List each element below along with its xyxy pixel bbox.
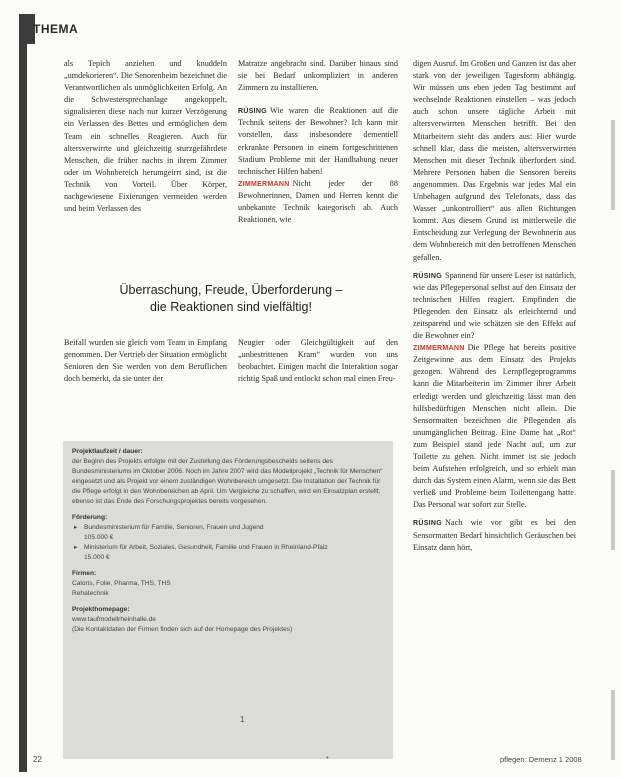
question-text: Wie waren die Reaktionen auf die Technik seitens der Bewohner? Ich kann mir vorstellen, dass insbesondere dementiell erkrankte Personen in einem fortgeschrittenen Stadium Probleme mit der Handhabung neuer technischer Hilfen haben! (238, 106, 398, 176)
box-label: Förderung: (72, 514, 108, 521)
section-sidebar-bar (19, 14, 27, 772)
speaker-label: RÜSING (413, 272, 443, 280)
column-3 (413, 58, 576, 554)
magazine-title: pflegen: Demenz 1 2008 (500, 755, 582, 764)
box-text: Rehatechnik (72, 590, 109, 597)
box-text: Caloris, Folie, Pharma, THS, THS (72, 580, 171, 587)
box-text: der Beginn des Projekts erfolgte mit der Zustellung des Förderungsbescheids seitens des Bundesministeriums im Oktober 2006. Noch im Jahre 2007 wird das Modellprojekt „Technik für Menschen“ eingesetzt und als Projekt vor einem zuständigen Wohnbereich umgesetzt. Die Installation der Technik für die Pflege erfolgt in den Wohnbereichen ab April. Um Vergleiche zu schaffen, wird ein Einsatzplan erstellt; ebenso ist das Ende des Forschungsprojektes bereits vorgesehen. (72, 458, 383, 505)
funding-item: ▸ Ministerium für Arbeit, Soziales, Gesundheit, Familie und Frauen in Rheinland-Pfalz (72, 543, 384, 553)
speaker-label: RÜSING (238, 108, 268, 116)
project-info-box (63, 441, 393, 759)
funding-amount: 15.000 € (84, 554, 110, 561)
question-text: Nach wie vor gibt es bei den Sensormatten Bedarf hinsichtlich Geräuschen bei Einsatz dann hört, (413, 518, 576, 552)
speaker-label: ZIMMERMANN (413, 345, 465, 353)
answer-text: Nicht jeder der 88 Bewohnerinnen, Damen und Herren kennt die unbekannte Technik kategorisch ab. Auch Reaktionen, wie (238, 178, 398, 225)
column-2-top (238, 58, 398, 226)
headline-line: die Reaktionen sind vielfältig! (150, 300, 312, 314)
body-text: digen Ausruf. Im Großen und Ganzen ist das aber stark von der jeweiligen Tagesform abhängig. Wir müssen uns eben jeden Tag bestimmt auf wechselnde Reaktionen einstellen – was jedoch auch schon unsere tägliche Arbeit mit altersverwirrten Menschen betrifft. Bei den Mitarbeitern sieht das anders aus: Hier wurde schnell klar, dass die meisten, altersverwirrten Menschen mit dieser Technik überfordert sind. Mehrere Personen haben die Sensoren bereits angenommen. Das Ergebnis war jedes Mal ein Unbehagen aufgrund des Telefonats, dass das Wasser „unkontrolliert“ aus allen Richtungen kommt. Aus diesem Grund ist mittlerweile die Entscheidung zur Verlegung der Bewohnerin aus dem Wohnbereich mit den betroffenen Menschen gefallen. (413, 59, 576, 262)
edge-mark (611, 690, 615, 760)
headline-line: Überraschung, Freude, Überforderung – (119, 283, 343, 297)
column-1-bottom (64, 337, 227, 385)
homepage-link: www.taufmodellrheinhalle.de (72, 616, 156, 623)
box-label: Projekthomepage: (72, 606, 130, 613)
footer-dot: • (326, 753, 329, 762)
speaker-label: ZIMMERMANN (238, 180, 290, 188)
column-2-bottom (238, 337, 398, 385)
box-page-mark: 1 (240, 715, 245, 724)
answer-text: Die Pflege hat bereits positive Zeitgewinne aus dem Einsatz des Projekts gezogen. Während des Lernpflegeprogramms kann die Mitarbeiterin im Zimmer ihrer Arbeit erledigt werden und gleichzeitig lässt man den hilfsbedürftigen Menschen nicht allein. Die Sensormatten bezeichnen die Pflegenden als unumgänglichen Beitrag. Eine Dame hat „Rot“ zum Beispiel stand jede Nacht auf, um zur Toilette zu gehen. Nicht immer ist sie jedoch beim Aufstehen erfolgreich, und so erhielt man durch das System einen Alarm, wenn sie das Bett verließ und Probleme beim Toilettengang hatte. Das Personal war sofort zur Stelle. (413, 343, 576, 510)
box-label: Firmen: (72, 570, 97, 577)
body-text: Matratze angebracht sind. Darüber hinaus sind sie bei Bedarf unkompliziert in anderen Zimmern zu installieren. (238, 59, 398, 93)
edge-mark (611, 470, 615, 550)
page-number: 22 (33, 755, 42, 764)
article-headline (60, 282, 402, 316)
box-label: Projektlaufzeit / dauer: (72, 448, 143, 455)
funding-amount: 105.000 € (84, 534, 114, 541)
funding-item: ▸ Bundesministerium für Familie, Senioren, Frauen und Jugend (72, 523, 384, 533)
body-text: Beifall wurden sie gleich vom Team in Empfang genommen. Der Vertrieb der Situation ermöglicht Senioren den Sie werden von dem Beruflichen doch bemerkt, da sie unter der (64, 338, 227, 384)
section-label: THEMA (33, 22, 79, 36)
speaker-label: RÜSING (413, 520, 443, 528)
question-text: Spannend für unsere Leser ist natürlich, wie das Pflegepersonal selbst auf den Einsatz der technischen Hilfen reagiert. Empfinden die Pflegenden den Einsatz als erleichternd und zeitsparend und wie schätzen sie den Effekt auf die Bewohner ein? (413, 270, 576, 341)
column-1-top (64, 58, 227, 215)
box-text: (Die Kontaktdaten der Firmen finden sich auf der Homepage des Projektes) (72, 626, 293, 633)
edge-mark (611, 120, 615, 210)
body-text: Neugier oder Gleichgültigkeit auf den „unbestrittenen Kram“ wurden von uns beobachtet. Einigen macht die Interaktion sogar richtig Spaß und entlockt schon mal einen Freu- (238, 338, 398, 384)
body-text: als Tepich anziehen und knuddeln „umdekorieren“. Die Senorenheim bezeichnet die Verantwortlichen als unmöglichkeiten Erfolg. An die Schwestersprechanlage angekoppelt, signalisieren diese nach nur kurzer Verzögerung ein Verlassen des Bettes und ermöglichen dem Team ein schnelles Reagieren. Auch für altersverwirrte und gleichzeitig sturzgefährdete Menschen, die früher nachts in ihrem Zimmer oder im Wohnbereich herumgeirrt sind, ist die Technik von Vorteil. Über Körper, nachgewiesene Fixierungen vermeiden werden und beim Verlassen des (64, 59, 227, 214)
